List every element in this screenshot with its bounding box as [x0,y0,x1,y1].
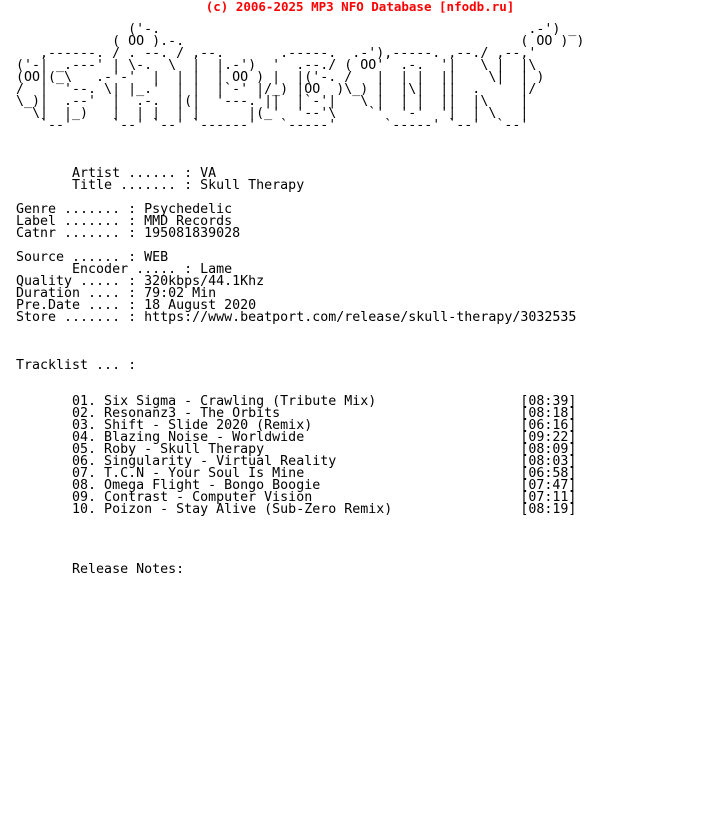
nfo-line [16,144,584,156]
nfo-line: Tracklist ... : [16,358,137,373]
nfo-line: / | '--. \| |_.' | | |`-' |/_) |OO )\_) | |\| || . |/ [16,82,537,97]
nfo-line [16,528,584,540]
nfo-line: 08. Omega Flight - Bongo Boogie [07:47] [16,478,577,493]
nfo-line: ('-| _.---' | \-. \ | |.-') ' .--./ ( OO' .-. '| \ | |\ [16,58,537,73]
nfo-line: ( OO ).-. ( OO ) ) [16,34,585,49]
nfo-line: Release Notes: [16,562,185,577]
nfo-line: \_)| .--' | .-. |(| '---.'|| |`-'| \ | | | || |\ | [16,94,529,109]
nfo-line: Genre ....... : Psychedelic [16,202,233,217]
nfo-line: Artist ...... : VA [16,166,217,181]
nfo-line: Catnr ....... : 195081839028 [16,226,241,241]
nfo-line [16,324,584,336]
nfo-line: Title ....... : Skull Therapy [16,178,305,193]
nfo-text-block [16,24,584,576]
nfo-line [16,516,584,528]
nfo-line: 10. Poizon - Stay Alive (Sub-Zero Remix) [08:19] [16,502,577,517]
nfo-line: 03. Shift - Slide 2020 (Remix) [06:16] [16,418,577,433]
nfo-line [16,540,584,552]
nfo-line: 07. T.C.N - Your Soul Is Mine [06:58] [16,466,577,481]
nfo-line [16,132,584,144]
site-credit-link[interactable]: (c) 2006-2025 MP3 NFO Database [nfodb.ru] [205,0,515,14]
nfo-line: 05. Roby - Skull Therapy [08:09] [16,442,577,457]
nfo-line [16,336,584,348]
nfo-line: Duration .... : 79:02 Min [16,286,217,301]
nfo-line: Pre.Date .... : 18 August 2020 [16,298,257,313]
nfo-line: 09. Contrast - Computer Vision [07:11] [16,490,577,505]
nfo-line: (OO|(_\ .-'-' | | | | OO ) | |('-. / | | | || \| | ) [16,70,545,85]
nfo-line: Label ....... : MMD Records [16,214,233,229]
nfo-line: ,------. / . --. / ,--. .-----. .-'),-----. ,--./ ,--,' [16,46,537,61]
nfo-line: Source ...... : WEB [16,250,169,265]
nfo-line: 02. Resonanz3 - The Orbits [08:18] [16,406,577,421]
nfo-line: Quality ..... : 320kbps/44.1Khz [16,274,265,289]
nfo-line: 06. Singularity - Virtual Reality [08:03] [16,454,577,469]
nfo-line: Store ....... : https://www.beatport.com/release/skull-therapy/3032535 [16,310,577,325]
nfo-line [16,372,584,384]
nfo-line: 01. Six Sigma - Crawling (Tribute Mix) [08:39] [16,394,577,409]
nfo-line: `--' `--' `--' `------' `-----' `-----' `--' `--' [16,118,529,133]
nfo-line: 04. Blazing Noise - Worldwide [09:22] [16,430,577,445]
nfo-line: Encoder ..... : Lame [16,262,233,277]
nfo-line: ('-. .-') _ [16,22,577,37]
nfo-line: \| |_) | | | | | |(_' '--'\ `' '-' '| | \ | [16,106,529,121]
